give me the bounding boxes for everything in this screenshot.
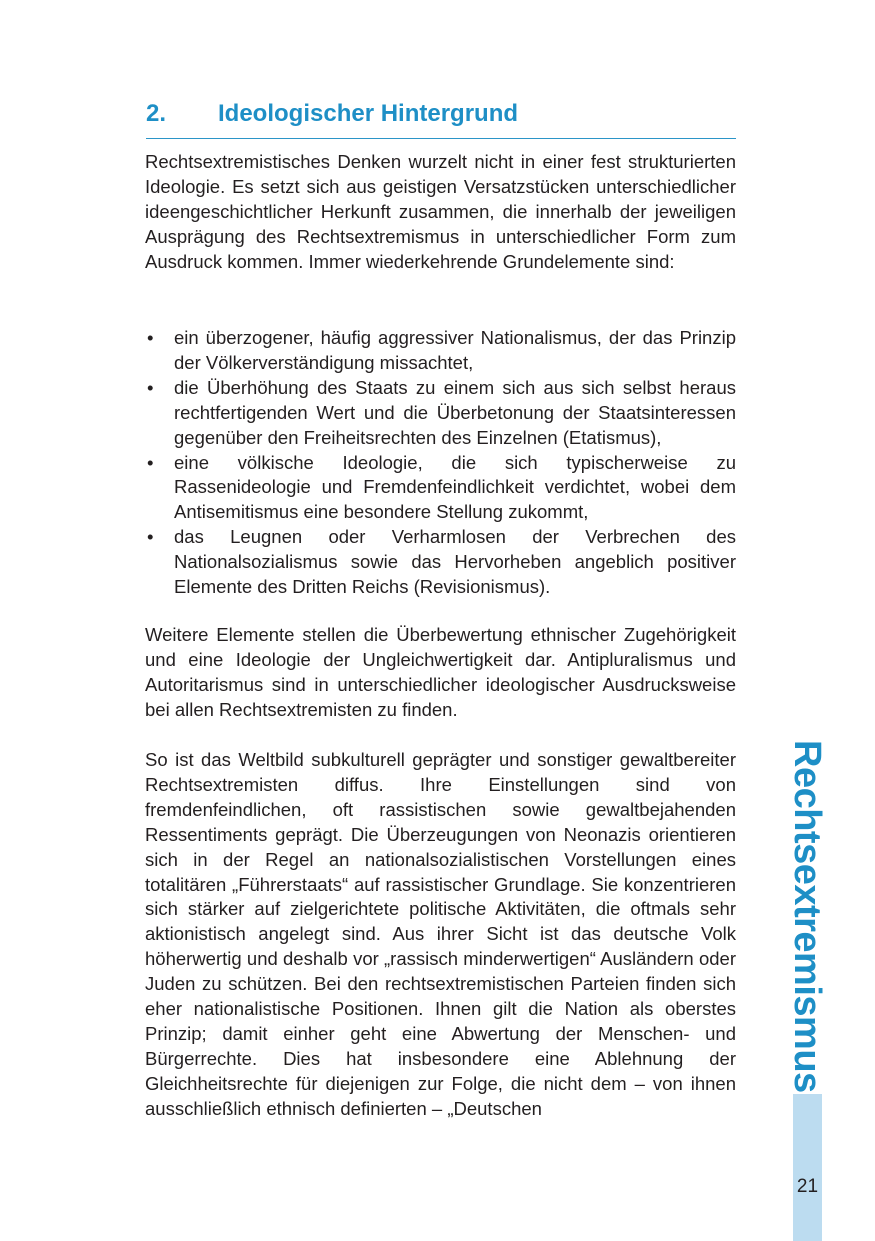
list-item-text: ein überzogener, häufig aggressiver Nationalismus, der das Prinzip der Völkerverständigung missachtet, xyxy=(174,327,736,373)
page-tab xyxy=(793,1094,822,1241)
bullet-icon: • xyxy=(147,526,154,548)
section-heading xyxy=(146,98,736,139)
section-number: 2. xyxy=(146,100,167,127)
bullet-list xyxy=(145,326,736,600)
list-item xyxy=(145,376,736,451)
list-item-text: die Überhöhung des Staats zu einem sich aus sich selbst heraus rechtfertigenden Wert und die Überbetonung der Staatsinteressen gegenüber den Freiheitsrechten des Einzelnen (Etatismus), xyxy=(174,376,736,448)
intro-paragraph xyxy=(145,150,736,275)
paragraph-text: Rechtsextremistisches Denken wurzelt nicht in einer fest strukturierten Ideologie. Es setzt sich aus geistigen Versatzstücken unterschiedlicher ideengeschichtlicher Herkunft zusammen, die innerhalb der jeweiligen Ausprägung des Rechtsextremismus in unterschiedlicher Form zum Ausdruck kommen. Immer wiederkehrende Grundelemente sind: xyxy=(145,151,736,272)
list-item xyxy=(145,326,736,376)
bullet-icon: • xyxy=(147,451,154,473)
paragraph-text: So ist das Weltbild subkulturell geprägter und sonstiger gewaltbereiter Rechtsextremisten diffus. Ihre Einstellungen sind von fremdenfeindlichen, oft rassistischen sowie gewaltbejahenden Ressentiments geprägt. Die Überzeugungen von Neonazis orientieren sich in der Regel an nationalsozialistischen Vorstellungen eines totalitären „Führerstaats“ auf rassistischer Grundlage. Sie konzentrieren sich stärker auf zielgerichtete politische Aktivitäten, die oftmals sehr aktionistisch angelegt sind. Aus ihrer Sicht ist das deutsche Volk höherwertig und deshalb vor „rassisch minderwertigen“ Ausländern oder Juden zu schützen. Bei den rechtsextremistischen Parteien finden sich eher nationalistische Positionen. Ihnen gilt die Nation als oberstes Prinzip; damit einher geht eine Abwertung der Menschen- und Bürgerrechte. Dies hat insbesondere eine Ablehnung der Gleichheitsrechte für diejenigen zur Folge, die nicht dem – von ihnen ausschließlich ethnisch definierten – „Deutschen xyxy=(145,749,736,1119)
bullet-icon: • xyxy=(147,376,154,398)
elements-paragraph xyxy=(145,623,736,723)
list-item xyxy=(145,525,736,600)
list-item-text: das Leugnen oder Verharmlosen der Verbrechen des Nationalsozialismus sowie das Hervorheben angeblich positiver Elemente des Dritten Reichs (Revisionismus). xyxy=(174,526,736,598)
worldview-paragraph xyxy=(145,748,736,1122)
list-item xyxy=(145,451,736,526)
section-title: Ideologischer Hintergrund xyxy=(218,100,519,127)
page-number: 21 xyxy=(796,1176,819,1197)
chapter-side-label-text: Rechtsextremismus xyxy=(786,740,828,1093)
bullet-icon: • xyxy=(147,327,154,348)
chapter-side-label xyxy=(782,740,832,1093)
paragraph-text: Weitere Elemente stellen die Überbewertung ethnischer Zugehörigkeit und eine Ideologie der Ungleichwertigkeit dar. Antipluralismus und Autoritarismus sind in unterschiedlicher ideologischer Ausdrucksweise bei allen Rechtsextremisten zu finden. xyxy=(145,624,736,720)
bullet-list-block xyxy=(145,326,736,600)
list-item-text: eine völkische Ideologie, die sich typischerweise zu Rassenideologie und Fremdenfeindlichkeit verdichtet, wobei dem Antisemitismus eine besondere Stellung zukommt, xyxy=(174,451,736,523)
